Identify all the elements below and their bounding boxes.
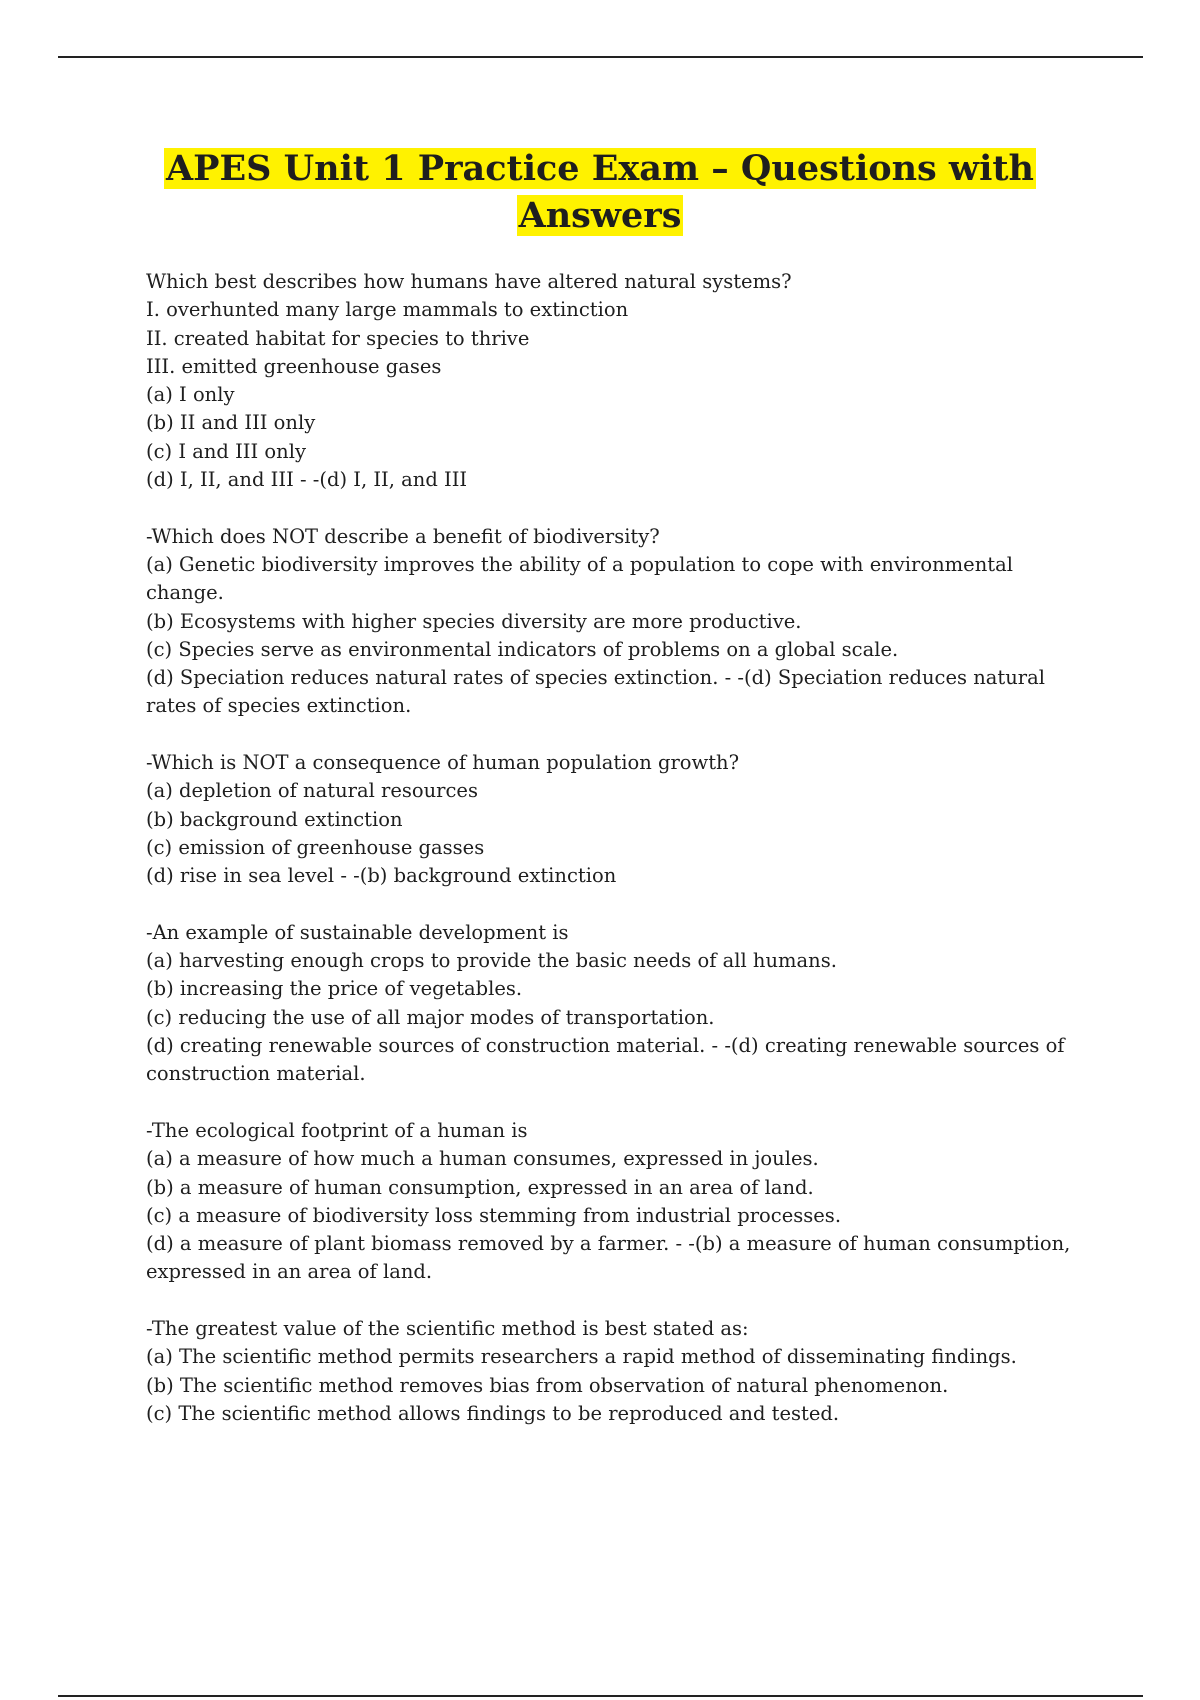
top-rule [58,56,1143,58]
option-line: (c) emission of greenhouse gasses [146,835,485,859]
option-line: (a) a measure of how much a human consumes, expressed in joules. [146,1147,819,1171]
option-line: (a) harvesting enough crops to provide the basic needs of all humans. [146,949,837,973]
bottom-rule [58,1695,1143,1697]
question-6 [146,1315,1091,1428]
question-text: -Which is NOT a consequence of human population growth? [146,751,740,775]
option-line: (c) The scientific method allows findings to be reproduced and tested. [146,1401,840,1425]
statement-line: II. created habitat for species to thrive [146,326,530,350]
question-5 [146,1117,1091,1287]
option-line: (b) II and III only [146,411,316,435]
option-line: (b) a measure of human consumption, expressed in an area of land. [146,1175,814,1199]
option-line: (c) reducing the use of all major modes of transportation. [146,1005,715,1029]
question-1 [146,268,1091,494]
statement-line: I. overhunted many large mammals to extinction [146,298,629,322]
option-line: (b) Ecosystems with higher species diversity are more productive. [146,609,802,633]
question-2 [146,523,1091,721]
question-text: -An example of sustainable development is [146,920,569,944]
option-answer-line: (d) Speciation reduces natural rates of species extinction. - -(d) Speciation reduces natural rates of species extinction. [146,666,1045,718]
question-text: -The greatest value of the scientific method is best stated as: [146,1316,749,1340]
question-list [146,268,1091,1456]
title-line-1: APES Unit 1 Practice Exam – Questions with [166,148,1034,189]
option-line: (c) I and III only [146,439,306,463]
option-line: (c) Species serve as environmental indicators of problems on a global scale. [146,637,899,661]
question-4 [146,919,1091,1089]
option-answer-line: (d) rise in sea level - -(b) background extinction [146,864,617,888]
title-line-2: Answers [518,195,682,236]
option-line: (a) Genetic biodiversity improves the ability of a population to cope with environmental change. [146,552,1013,605]
option-line: (c) a measure of biodiversity loss stemming from industrial processes. [146,1203,842,1227]
page-title [100,145,1100,239]
option-line: (b) The scientific method removes bias from observation of natural phenomenon. [146,1373,949,1397]
statement-line: III. emitted greenhouse gases [146,354,442,378]
option-line: (a) depletion of natural resources [146,779,478,803]
question-text: -The ecological footprint of a human is [146,1118,528,1142]
option-line: (b) increasing the price of vegetables. [146,977,523,1001]
option-answer-line: (d) I, II, and III - -(d) I, II, and III [146,468,468,492]
option-line: (b) background extinction [146,807,403,831]
question-3 [146,749,1091,890]
option-answer-line: (d) a measure of plant biomass removed by a farmer. - -(b) a measure of human consumption, expressed in an area of land. [146,1232,1071,1284]
option-line: (a) I only [146,383,235,407]
option-line: (a) The scientific method permits researchers a rapid method of disseminating findings. [146,1345,1017,1369]
question-text: Which best describes how humans have altered natural systems? [146,270,792,293]
question-text: -Which does NOT describe a benefit of biodiversity? [146,524,660,548]
option-answer-line: (d) creating renewable sources of construction material. - -(d) creating renewable sources of construction material. [146,1034,1065,1086]
